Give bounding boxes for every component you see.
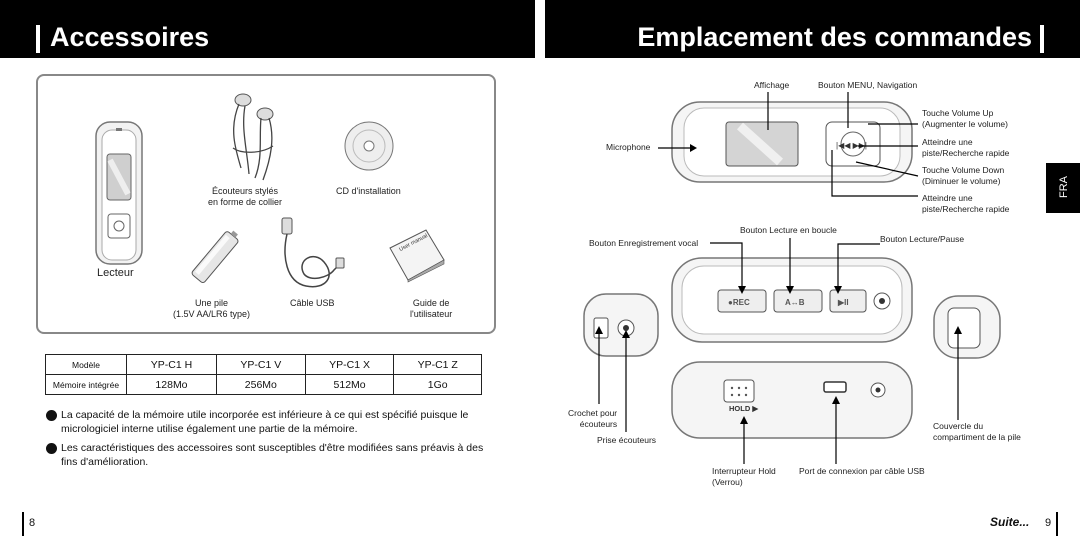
ab-button-mark: A↔B: [785, 298, 805, 307]
play-button-mark: ▶II: [838, 298, 849, 307]
guide-caption-line1: Guide de: [412, 298, 450, 308]
note-accessories: Les caractéristiques des accessoires sont susceptibles d'être modifiées sans préavis à des fins d'amélioration.: [61, 442, 484, 468]
table-cell-memory: 1Go: [394, 375, 482, 395]
label-record: Bouton Enregistrement vocal: [589, 238, 699, 248]
suite-label: Suite...: [990, 515, 1030, 529]
label-menu-navigation: Bouton MENU, Navigation: [818, 80, 918, 90]
note-memory: La capacité de la mémoire utile incorporée est inférieure à ce qui est spécifié puisque le micrologiciel interne utilise également une partie de la mémoire.: [61, 409, 469, 435]
label-earphone-hook-line1: Crochet pour: [568, 408, 618, 418]
label-hold-switch-line2: (Verrou): [712, 477, 743, 487]
label-volume-down-line1: Touche Volume Down: [922, 165, 1005, 175]
table-cell-model: YP-C1 X: [305, 355, 394, 375]
label-earphone-hook-line2: écouteurs: [579, 419, 618, 429]
label-volume-up-line2: (Augmenter le volume): [922, 119, 1008, 129]
hold-switch-mark: HOLD ▶: [729, 404, 759, 413]
usb-caption: Câble USB: [290, 298, 335, 308]
table-cell-model: YP-C1 Z: [394, 355, 482, 375]
label-skip-1-line2: piste/Recherche rapide: [922, 148, 1010, 158]
label-battery-cover-line1: Couvercle du: [933, 421, 984, 431]
rec-button-mark: ●REC: [728, 298, 750, 307]
table-cell-memory: 128Mo: [127, 375, 217, 395]
label-skip-2-line2: piste/Recherche rapide: [922, 204, 1010, 214]
right-page-number: 9: [1045, 517, 1052, 529]
label-volume-down-line2: (Diminuer le volume): [922, 176, 1001, 186]
battery-caption-line1: Une pile: [195, 298, 229, 308]
player-caption: Lecteur: [97, 267, 134, 279]
label-display: Affichage: [754, 80, 790, 90]
language-tab-label: FRA: [1058, 176, 1070, 198]
user-guide-cover-text: User manual: [398, 233, 429, 253]
label-play-pause: Bouton Lecture/Pause: [880, 234, 965, 244]
label-hold-switch: [712, 466, 776, 488]
table-cell-model: YP-C1 H: [127, 355, 217, 375]
battery-caption-line2: (1.5V AA/LR6 type): [173, 309, 251, 319]
label-battery-cover-line2: compartiment de la pile: [933, 432, 1021, 442]
table-cell-model: YP-C1 V: [216, 355, 305, 375]
left-page-title: Accessoires: [50, 22, 210, 52]
label-usb-port: Port de connexion par câble USB: [799, 466, 925, 476]
svg-text:|◀◀ ▶▶|: |◀◀ ▶▶|: [836, 141, 867, 150]
table-cell-memory: 512Mo: [305, 375, 394, 395]
label-loop: Bouton Lecture en boucle: [740, 225, 837, 235]
table-cell-memory: 256Mo: [216, 375, 305, 395]
label-hold-switch-line1: Interrupteur Hold: [712, 466, 776, 476]
label-microphone: Microphone: [606, 142, 651, 152]
table-header-memory: Mémoire intégrée: [46, 375, 127, 395]
table-header-model: Modèle: [46, 355, 127, 375]
guide-caption-line2: l'utilisateur: [410, 309, 453, 319]
label-earphone-jack: Prise écouteurs: [597, 435, 657, 445]
label-skip-2-line1: Atteindre une: [922, 193, 973, 203]
earphones-caption-line2: en forme de collier: [208, 197, 283, 207]
left-page-number: 8: [29, 517, 36, 529]
earphones-caption-line1: Écouteurs stylés: [212, 186, 279, 196]
label-volume-up-line1: Touche Volume Up: [922, 108, 994, 118]
label-skip-1-line1: Atteindre une: [922, 137, 973, 147]
right-page-title: Emplacement des commandes: [637, 22, 1032, 52]
cd-caption: CD d'installation: [336, 186, 401, 196]
